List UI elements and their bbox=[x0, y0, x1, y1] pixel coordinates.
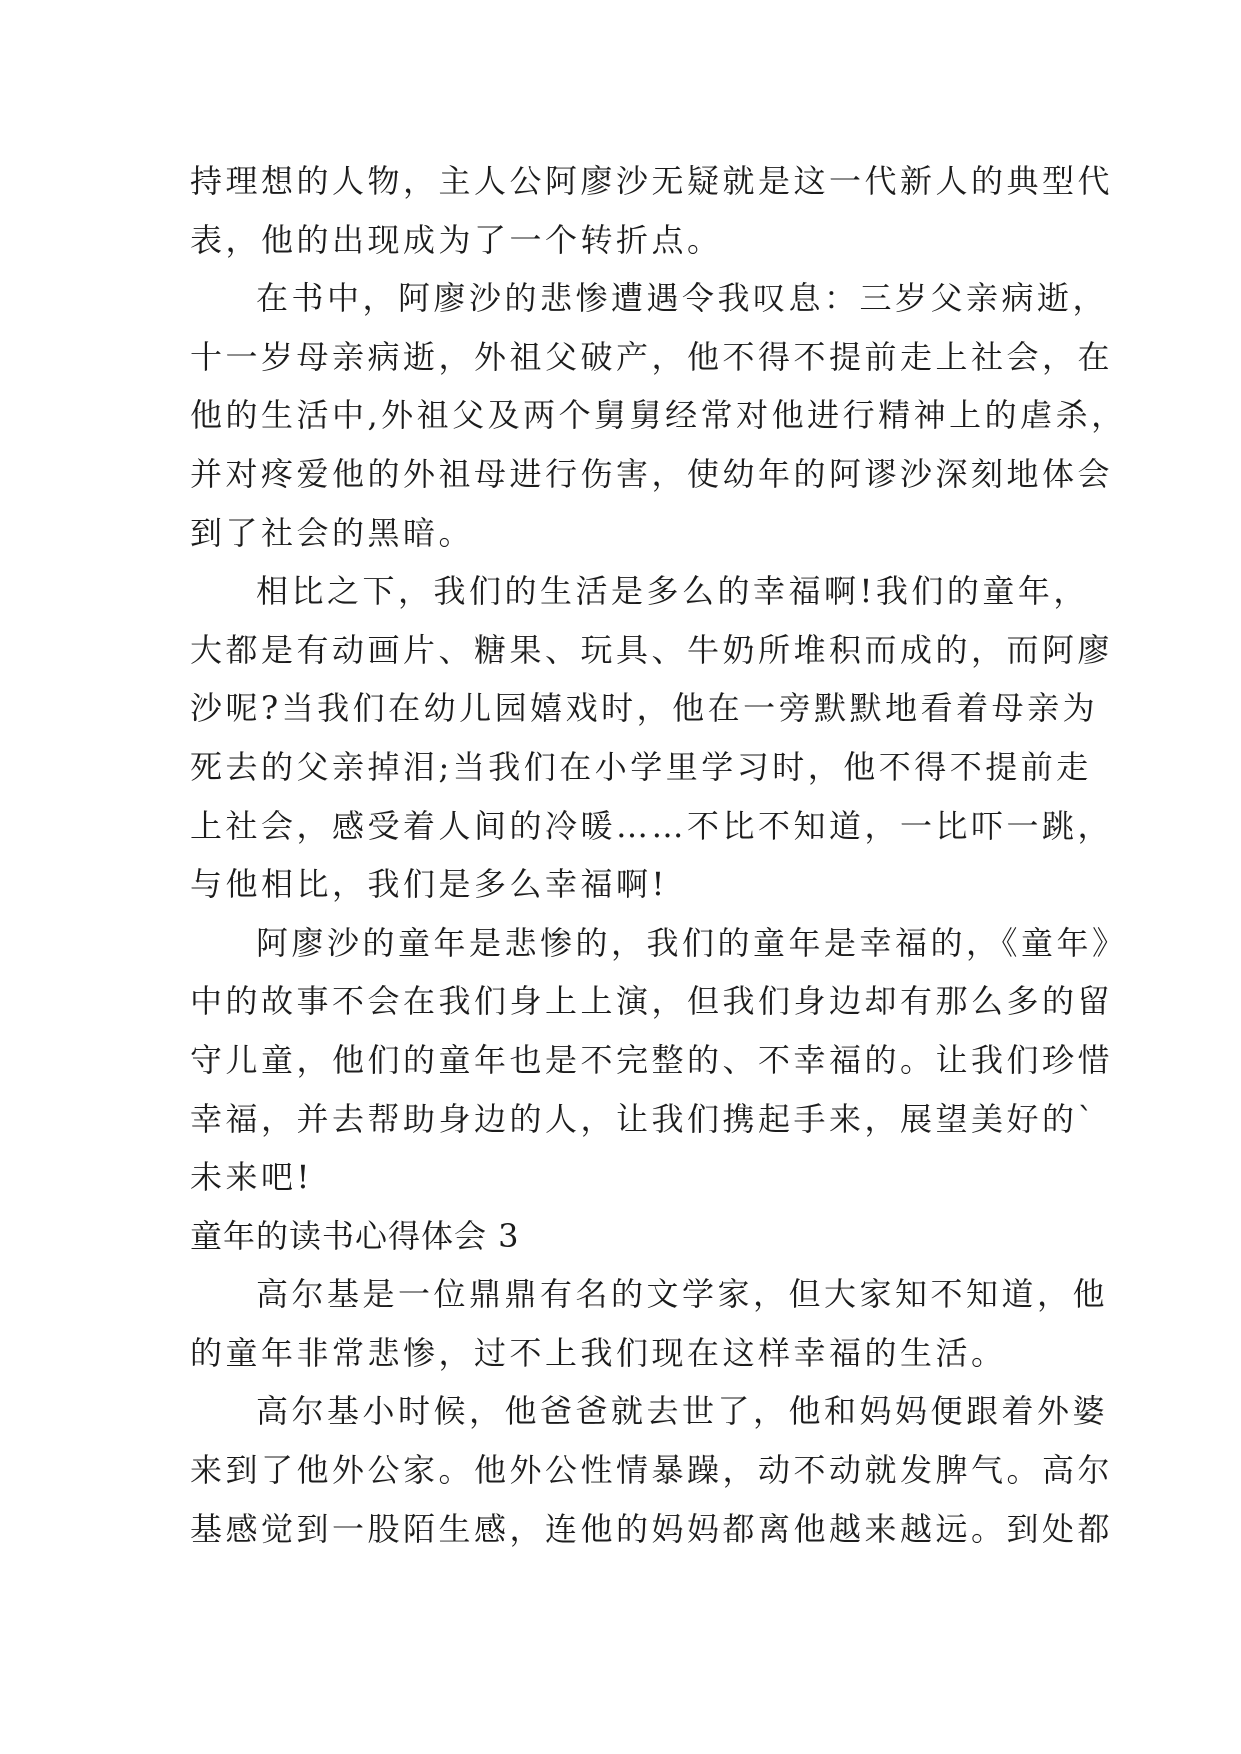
text-line: 基感觉到一股陌生感，连他的妈妈都离他越来越远。到处都 bbox=[190, 1509, 1114, 1548]
text-line: 沙呢?当我们在幼儿园嬉戏时，他在一旁默默地看着母亲为 bbox=[190, 689, 1099, 728]
text-line: 幸福，并去帮助身边的人，让我们携起手来，展望美好的` bbox=[190, 1099, 1098, 1138]
text-line: 来到了他外公家。他外公性情暴躁，动不动就发脾气。高尔 bbox=[190, 1451, 1114, 1490]
text-line: 的童年非常悲惨，过不上我们现在这样幸福的生活。 bbox=[190, 1333, 1007, 1372]
document-body bbox=[190, 152, 1128, 1558]
text-line: 死去的父亲掉泪;当我们在小学里学习时，他不得不提前走 bbox=[190, 747, 1092, 786]
section-heading: 童年的读书心得体会 3 bbox=[190, 1216, 520, 1255]
text-line: 表，他的出现成为了一个转折点。 bbox=[190, 220, 723, 259]
text-line: 高尔基是一位鼎鼎有名的文学家，但大家知不知道，他 bbox=[256, 1275, 1109, 1314]
text-line: 高尔基小时候，他爸爸就去世了，他和妈妈便跟着外婆 bbox=[256, 1392, 1109, 1431]
text-line: 持理想的人物，主人公阿廖沙无疑就是这一代新人的典型代 bbox=[190, 162, 1114, 200]
text-line: 中的故事不会在我们身上上演，但我们身边却有那么多的留 bbox=[190, 982, 1114, 1021]
text-line: 并对疼爱他的外祖母进行伤害，使幼年的阿谬沙深刻地体会 bbox=[190, 454, 1114, 493]
text-line: 十一岁母亲病逝，外祖父破产，他不得不提前走上社会，在 bbox=[190, 337, 1114, 376]
text-line: 与他相比，我们是多么幸福啊! bbox=[190, 865, 668, 904]
text-line: 他的生活中,外祖父及两个舅舅经常对他进行精神上的虐杀， bbox=[190, 396, 1127, 435]
text-line: 上社会，感受着人间的冷暖……不比不知道，一比吓一跳， bbox=[190, 806, 1114, 845]
text-line: 相比之下，我们的生活是多么的幸福啊!我们的童年， bbox=[256, 572, 1089, 611]
text-line: 大都是有动画片、糖果、玩具、牛奶所堆积而成的，而阿廖 bbox=[190, 630, 1114, 669]
text-line: 在书中，阿廖沙的悲惨遭遇令我叹息：三岁父亲病逝， bbox=[256, 279, 1109, 318]
text-line: 守儿童，他们的童年也是不完整的、不幸福的。让我们珍惜 bbox=[190, 1040, 1114, 1079]
text-line: 未来吧! bbox=[190, 1158, 313, 1197]
text-line: 到了社会的黑暗。 bbox=[190, 513, 475, 552]
text-line: 阿廖沙的童年是悲惨的，我们的童年是幸福的，《童年》 bbox=[256, 923, 1128, 962]
